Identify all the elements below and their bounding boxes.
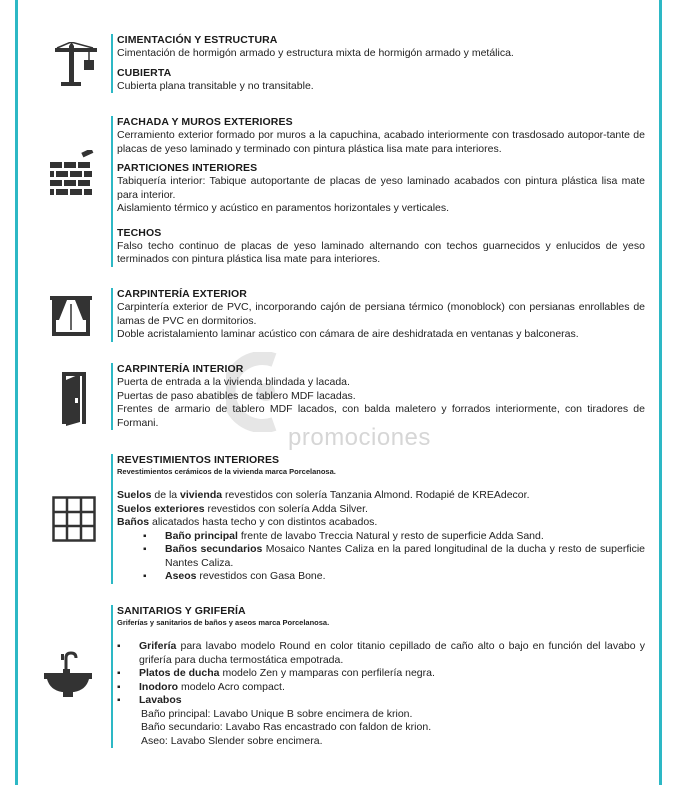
list-item: ▪ Grifería para lavabo modelo Round en color titanio cepillado de caño alto o bajo en función del lavabo y grifería para ducha termostática empotrada. xyxy=(117,640,645,667)
door-icon xyxy=(60,370,90,426)
carpinteria-interior-text-1: Puerta de entrada a la vivienda blindada y lacada. xyxy=(117,376,350,388)
washbasin-faucet-icon xyxy=(44,650,92,698)
window-curtain-icon xyxy=(50,296,92,336)
list-item: ▪ Aseos revestidos con Gasa Bone. xyxy=(117,570,645,584)
particiones-title: PARTICIONES INTERIORES xyxy=(117,162,258,174)
brick-wall-icon xyxy=(48,150,96,196)
list-item: ▪ Platos de ducha modelo Zen y mamparas con perfilería negra. xyxy=(117,667,645,681)
section-fachada xyxy=(111,116,645,267)
sanitarios-title: SANITARIOS Y GRIFERÍA xyxy=(117,605,246,617)
carpinteria-exterior-text-1: Carpintería exterior de PVC, incorporando cajón de persiana térmico (monoblock) con persianas enrollables de lamas de PVC en dormitorios. xyxy=(117,301,645,327)
cimentacion-text: Cimentación de hormigón armado y estructura mixta de hormigón armado y metálica. xyxy=(117,47,514,59)
watermark-text: promociones xyxy=(288,424,431,451)
carpinteria-interior-text-2: Puertas de paso abatibles de tablero MDF lacadas. xyxy=(117,389,356,402)
carpinteria-exterior-text-2: Doble acristalamiento laminar acústico con cámara de aire deshidratada en ventanas y balconeras. xyxy=(117,328,579,340)
list-item: ▪ Inodoro modelo Acro compact. xyxy=(117,681,645,695)
list-item: ▪ Baño principal frente de lavabo Treccia Natural y resto de superficie Adda Sand. xyxy=(117,530,645,544)
right-frame-line xyxy=(659,0,662,785)
cubierta-title: CUBIERTA xyxy=(117,66,172,79)
suelos-vivienda-line: Suelos de la vivienda revestidos con solería Tanzania Almond. Rodapié de KREAdecor. xyxy=(117,489,530,501)
cimentacion-title: CIMENTACIÓN Y ESTRUCTURA xyxy=(117,34,278,46)
sanitarios-subtitle: Griferías y sanitarios de baños y aseos marca Porcelanosa. xyxy=(117,618,330,627)
crane-icon xyxy=(53,42,99,86)
section-estructura xyxy=(111,34,645,93)
carpinteria-exterior-title: CARPINTERÍA EXTERIOR xyxy=(117,288,247,300)
carpinteria-interior-title: CARPINTERÍA INTERIOR xyxy=(117,363,244,375)
carpinteria-interior-text-3: Frentes de armario de tablero MDF lacados, con balda maletero y forrados interiormente, con tiradores de Formani. xyxy=(117,403,645,429)
particiones-text-2: Aislamiento térmico y acústico en paramentos horizontales y verticales. xyxy=(117,202,450,214)
left-frame-line xyxy=(15,0,18,785)
particiones-text-1: Tabiquería interior: Tabique autoportante de placas de yeso laminado acabados con pintura plástica lisa mate para interior. xyxy=(117,175,645,201)
sanitarios-bullet-list xyxy=(117,640,645,708)
section-carpinteria-exterior xyxy=(111,288,645,342)
revestimientos-bullet-list xyxy=(117,530,645,584)
lavabo-aseo: Aseo: Lavabo Slender sobre encimera. xyxy=(141,734,323,747)
revestimientos-subtitle: Revestimientos cerámicos de la vivienda marca Porcelanosa. xyxy=(117,467,336,476)
tile-grid-icon xyxy=(52,496,96,542)
lavabo-principal: Baño principal: Lavabo Unique B sobre encimera de krion. xyxy=(141,707,413,720)
revestimientos-title: REVESTIMIENTOS INTERIORES xyxy=(117,454,280,466)
fachada-text: Cerramiento exterior formado por muros a la capuchina, acabado interiormente con trasdosado autopor-tante de placas de yeso laminado y terminado con pintura plástica lisa mate para interiores. xyxy=(117,129,645,155)
banos-line: Baños alicatados hasta techo y con distintos acabados. xyxy=(117,516,378,528)
section-carpinteria-interior xyxy=(111,363,645,430)
techos-text: Falso techo continuo de placas de yeso laminado alternando con techos guarnecidos y enlucidos de yeso terminados con pintura plástica lisa mate para interiores. xyxy=(117,239,645,265)
section-sanitarios xyxy=(111,605,645,748)
lavabo-secundario: Baño secundario: Lavabo Ras encastrado con faldon de krion. xyxy=(141,721,432,733)
suelos-exteriores-line: Suelos exteriores revestidos con solería Adda Silver. xyxy=(117,502,368,515)
cubierta-text: Cubierta plana transitable y no transitable. xyxy=(117,79,314,92)
section-revestimientos xyxy=(111,454,645,584)
list-item: ▪ Lavabos xyxy=(117,694,645,708)
list-item: ▪ Baños secundarios Mosaico Nantes Caliza en la pared longitudinal de la ducha y resto de superficie Nantes Caliza. xyxy=(117,543,645,570)
techos-title: TECHOS xyxy=(117,226,162,239)
fachada-title: FACHADA Y MUROS EXTERIORES xyxy=(117,116,293,128)
